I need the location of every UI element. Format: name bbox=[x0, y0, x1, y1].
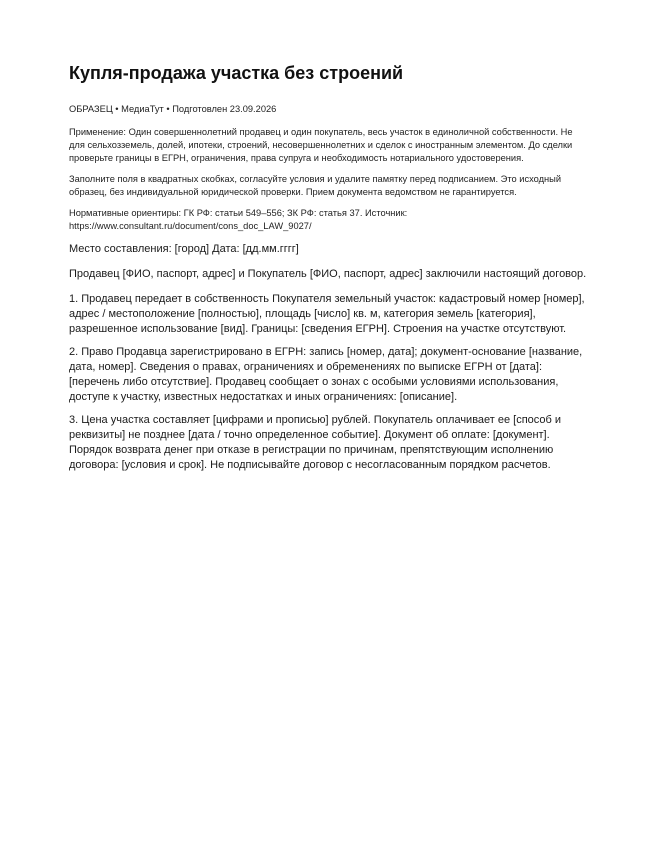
place-date: Место составления: [город] Дата: [дд.мм.гггг] bbox=[69, 243, 299, 255]
clause-1: 1. Продавец передает в собственность Покупателя земельный участок: кадастровый номер [номер], адрес / местоположение [полностью], площадь [число] кв. м, категория земель [категория], разрешенное использование [вид]. Границы: [сведения ЕГРН]. Строения на участке отсутствуют. bbox=[69, 293, 585, 335]
scope-note: Применение: Один совершеннолетний продавец и один покупатель, весь участок в единоличной собственности. Не для сельхозземель, долей, ипотеки, строений, несовершеннолетних и сделок с иностранным элементом. До сделки проверьте границы в ЕГРН, ограничения, права супруга и необходимость нотариального удостоверения. bbox=[69, 127, 573, 163]
document-title: Купля-продажа участка без строений bbox=[69, 63, 404, 83]
fill-note: Заполните поля в квадратных скобках, согласуйте условия и удалите памятку перед подписанием. Это исходный образец, без индивидуальной юридической проверки. Прием документа ведомством не гарантируется. bbox=[69, 174, 562, 197]
document-meta: ОБРАЗЕЦ • МедиаТут • Подготовлен 23.09.2026 bbox=[69, 104, 277, 114]
clause-3: 3. Цена участка составляет [цифрами и прописью] рублей. Покупатель оплачивает ее [способ и реквизиты] не позднее [дата / точно определенное событие]. Документ об оплате: [документ]. Порядок возврата денег при отказе в регистрации по причинам, препятствующим исполнению договора: [условия и срок]. Не подписывайте договор с несогласованным порядком расчетов. bbox=[69, 414, 562, 471]
sources-note: Нормативные ориентиры: ГК РФ: статьи 549–556; ЗК РФ: статья 37. Источник: https://www.consultant.ru/document/cons_doc_LAW_9027/ bbox=[69, 208, 408, 231]
parties-paragraph: Продавец [ФИО, паспорт, адрес] и Покупатель [ФИО, паспорт, адрес] заключили настоящий договор. bbox=[69, 268, 587, 280]
clause-2: 2. Право Продавца зарегистрировано в ЕГРН: запись [номер, дата]; документ-основание [название, дата, номер]. Сведения о правах, ограничениях и обременениях по выписке ЕГРН от [дата]: [перечень либо отсутствие]. Продавец сообщает о зонах с особыми условиями использования, доступе к участку, известных недостатках и иных ограничениях: [описание]. bbox=[69, 346, 583, 403]
